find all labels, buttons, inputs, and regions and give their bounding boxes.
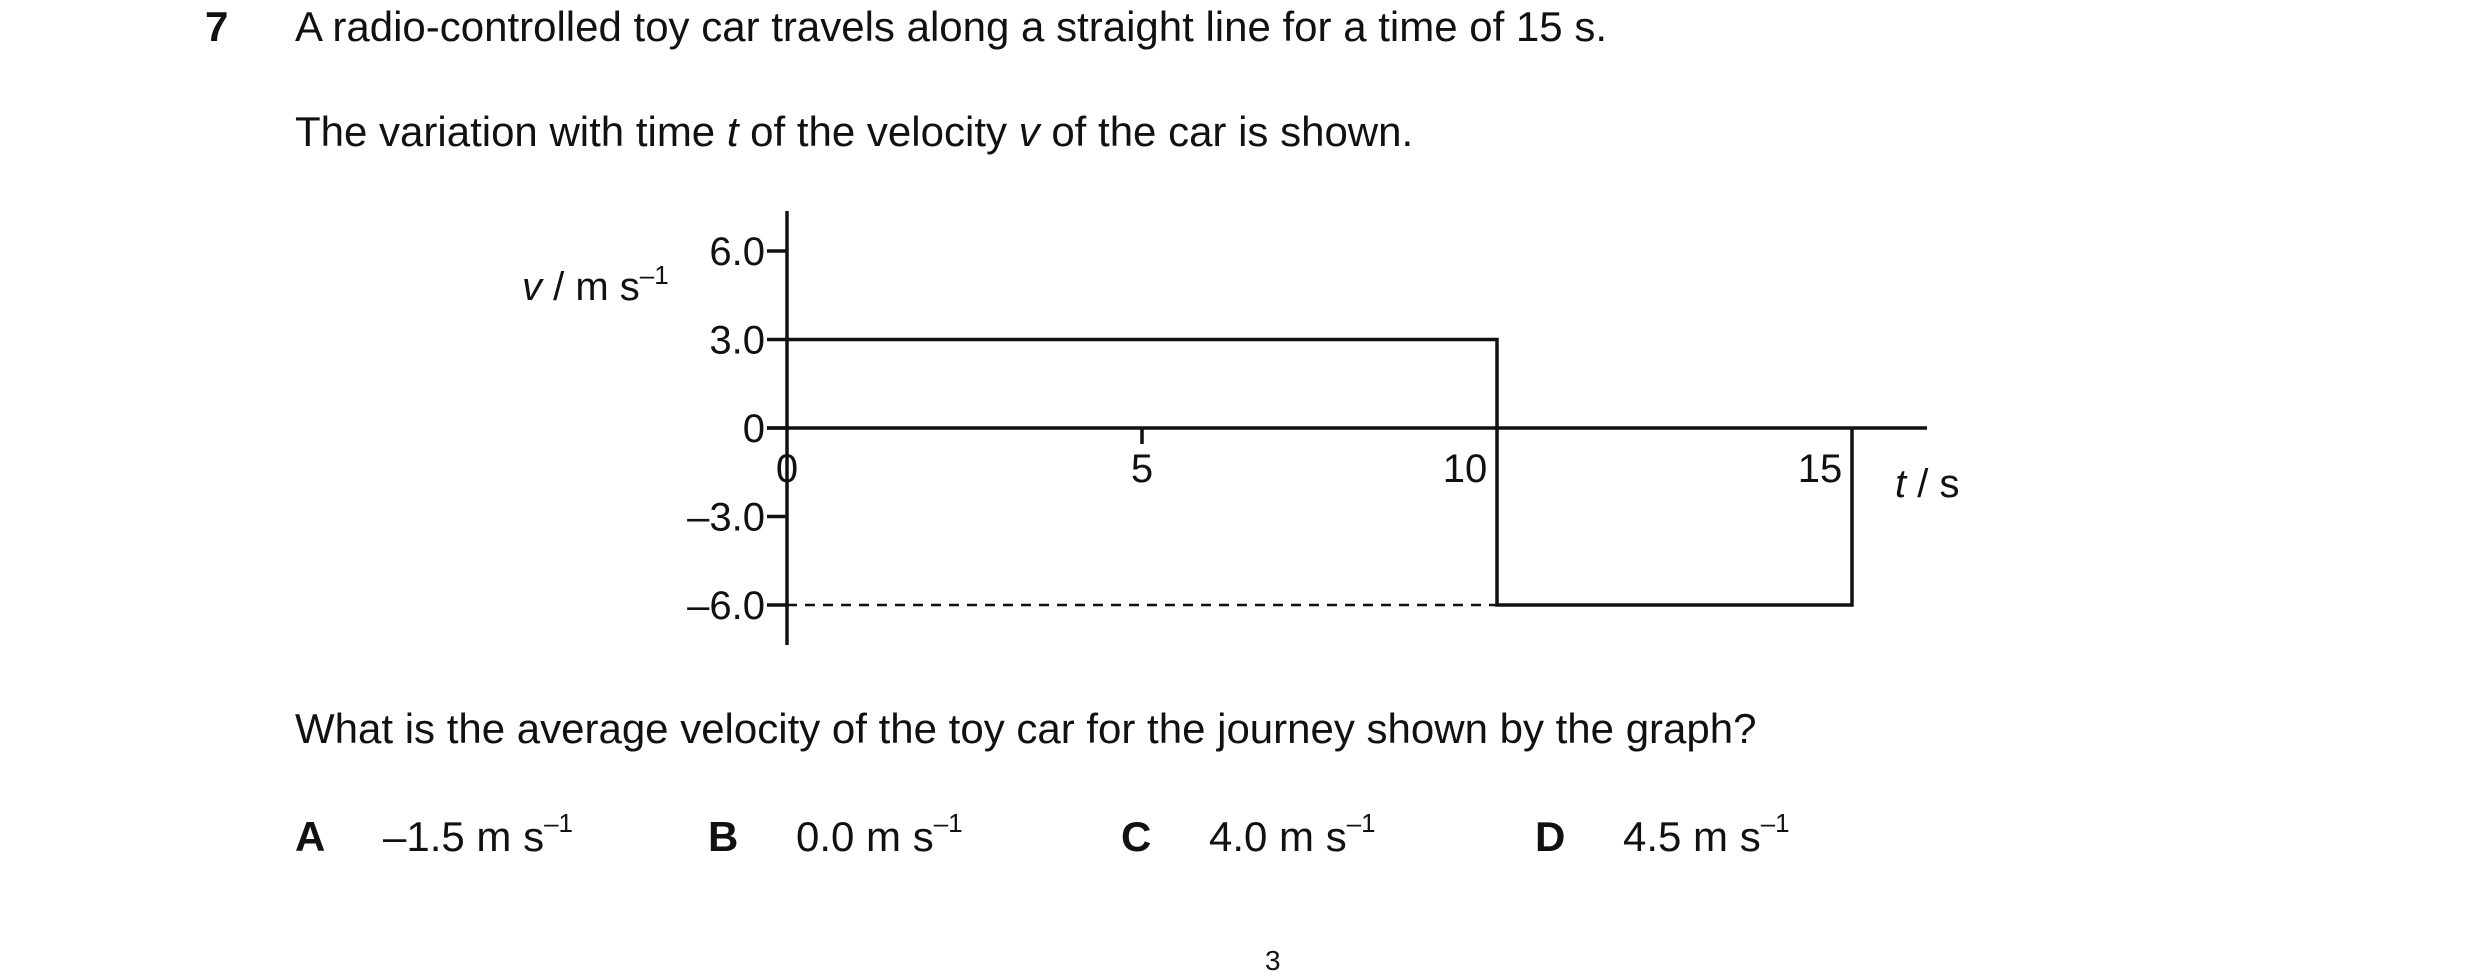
question-number: 7	[205, 3, 229, 50]
option-a-letter: A	[295, 813, 326, 860]
option-d[interactable]	[1535, 800, 1790, 864]
option-a-value: –1.5 m s	[383, 813, 545, 860]
x-tick-label-1: 5	[1130, 447, 1154, 491]
y-label-symbol: v	[522, 265, 542, 309]
y-tick-label-3: –3.0	[687, 495, 765, 540]
stem-text-2: of the velocity	[738, 108, 1019, 155]
velocity-series-line	[787, 340, 1852, 606]
graph-plot	[787, 340, 1852, 606]
option-c-letter: C	[1121, 813, 1152, 860]
option-d-letter: D	[1535, 813, 1566, 860]
option-b-letter: B	[708, 813, 739, 860]
option-d-exponent: –1	[1760, 808, 1790, 838]
x-tick-label-0: 0	[775, 447, 799, 491]
option-b-value: 0.0 m s	[796, 813, 934, 860]
question-prompt: What is the average velocity of the toy car for the journey shown by the graph?	[295, 705, 1757, 752]
y-label-unit: / m s	[542, 265, 640, 309]
option-a[interactable]	[295, 800, 573, 864]
x-tick-label-3: 15	[1797, 447, 1843, 491]
stem-symbol-t: t	[726, 108, 739, 155]
x-label-symbol: t	[1895, 462, 1907, 506]
option-a-exponent: –1	[544, 808, 573, 838]
page-number: 3	[1265, 945, 1281, 976]
x-label-unit: / s	[1906, 462, 1960, 506]
y-tick-label-2: 0	[742, 407, 765, 451]
graph-axes	[767, 211, 1927, 645]
y-tick-label-1: 3.0	[709, 318, 765, 363]
y-tick-label-0: 6.0	[709, 230, 765, 274]
stem-text-1: The variation with time	[295, 108, 727, 155]
option-c[interactable]	[1121, 800, 1376, 864]
y-tick-label-4: –6.0	[687, 584, 765, 628]
question-stem-line1: A radio-controlled toy car travels along a straight line for a time of 15 s.	[295, 3, 1607, 50]
option-b[interactable]	[708, 800, 963, 864]
option-c-exponent: –1	[1346, 808, 1376, 838]
y-axis-label	[522, 260, 669, 309]
stem-text-3: of the car is shown.	[1039, 108, 1414, 155]
option-b-exponent: –1	[933, 808, 963, 838]
x-axis-label	[1895, 462, 1959, 506]
stem-symbol-v: v	[1018, 108, 1040, 155]
y-label-exponent: –1	[639, 260, 669, 290]
option-c-value: 4.0 m s	[1209, 813, 1347, 860]
option-d-value: 4.5 m s	[1623, 813, 1761, 860]
x-tick-label-2: 10	[1442, 447, 1488, 491]
